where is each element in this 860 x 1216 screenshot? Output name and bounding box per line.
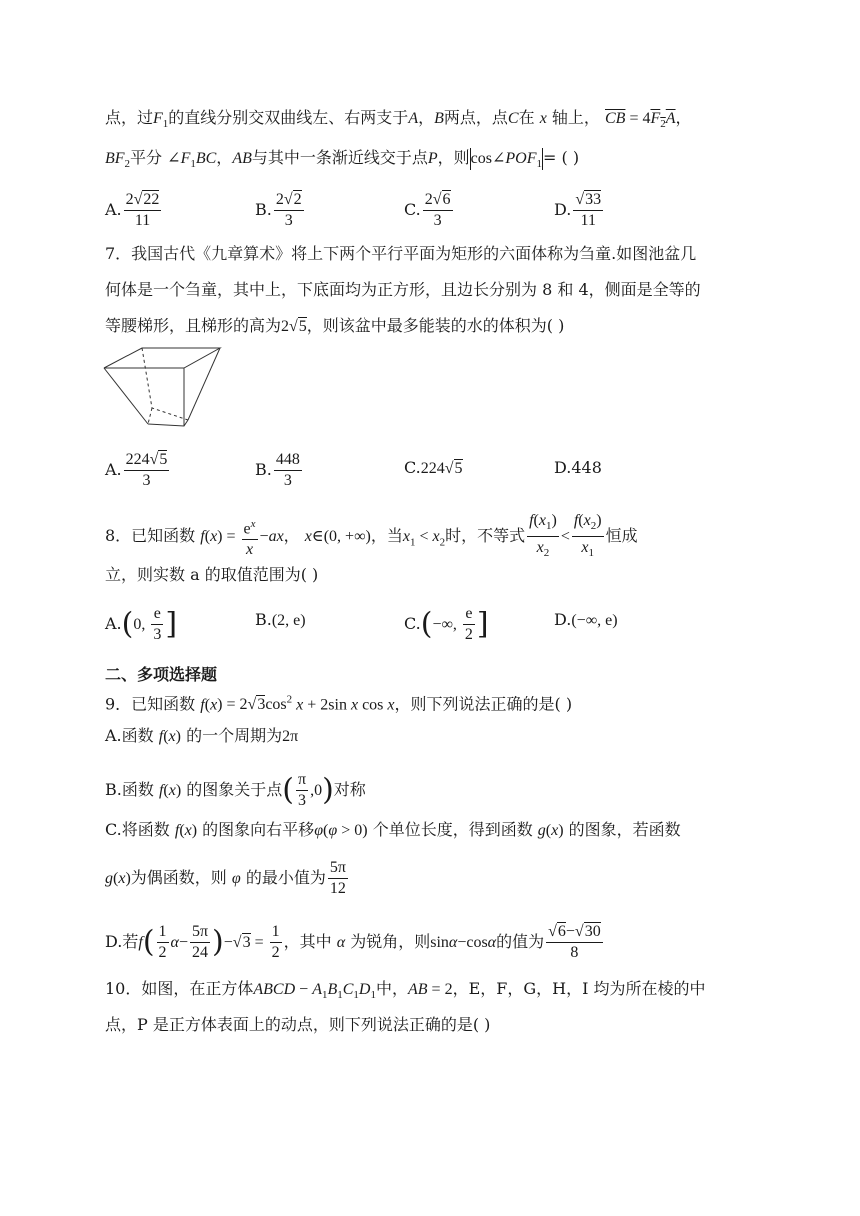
section-heading: 二、多项选择题 (105, 665, 218, 684)
q6-option-a[interactable]: A. $\frac{2√22}{11}$ (105, 191, 160, 229)
q8-option-d[interactable]: D.(−∞, e) (554, 610, 618, 629)
q9-option-c-cont: g(x)为偶函数，则 φ 的最小值为 $\frac{5\pi}{12}$ (105, 859, 346, 897)
q9-option-a[interactable]: A.函数 f(x) 的一个周期为2π (105, 726, 299, 745)
q9-option-c[interactable]: C.将函数 f(x) 的图象向右平移φ(φ > 0) 个单位长度，得到函数 g(x) 的图象，若函数 (105, 820, 681, 839)
q8-line-2: 立，则实数 a 的取值范围为( ) (105, 565, 319, 584)
q9-line-1: 9．已知函数 $f(x) = 2√3\cos^2$ x + 2sin x cos x，则下列说法正确的是( ) (105, 694, 573, 714)
q6-option-c[interactable]: C. $\frac{2√6}{3}$ (404, 191, 451, 229)
q9-option-b[interactable]: B.函数 f(x) 的图象关于点( $\frac{\pi}{3}$ ,0)对称 (105, 771, 366, 809)
q7-option-b[interactable]: B. $\frac{448}{3}$ (255, 451, 300, 489)
q9-option-d[interactable]: D.若f( $\frac{1}{2}$ α− $\frac{5\pi}{24}$ )−√3 = $\frac{1}{2}$ ，其中 α 为锐角，则sinα−cosα的值为 $\frac{√6-√30}{8}$ (105, 923, 601, 961)
q6-line-1: 点，过$F_1$的直线分别交双曲线左、右两支于A，B两点，点C在 x 轴上， $\overline{CB} = 4F_2A$， (105, 108, 692, 131)
q8-option-c[interactable]: C.(−∞, $\frac{e}{2}$ ] (404, 605, 489, 643)
basin-diagram (100, 346, 224, 432)
q10-line-2: 点，P 是正方体表面上的动点，则下列说法正确的是( ) (105, 1015, 491, 1034)
q7-option-c[interactable]: C.224√5 (404, 458, 463, 477)
q8-option-a[interactable]: A.(0, $\frac{e}{3}$ ] (105, 605, 178, 643)
q7-line-3: 等腰梯形，且梯形的高为2√5，则该盆中最多能装的水的体积为( ) (105, 316, 565, 335)
q7-line-1: 7．我国古代《九章算术》将上下两个平行平面为矩形的六面体称为刍童.如图池盆几 (105, 244, 697, 263)
q7-line-2: 何体是一个刍童，其中上，下底面均为正方形，且边长分别为 8 和 4，侧面是全等的 (105, 280, 701, 299)
q7-option-a[interactable]: A. $\frac{224√5}{3}$ (105, 451, 168, 489)
q10-line-1: 10．如图，在正方体ABCD − $A_1B_1C_1D_1$中，AB = 2，E，F，G，H，I 均为所在棱的中 (105, 979, 706, 1002)
q8-line-1: 8．已知函数 f(x) = $\frac{e^x}{x}$ −ax， x∈(0, +∞)，当$x_1 < x_2$时，不等式 $\frac{f(x_1)}{x_2}$ < $\frac{f(x_2)}{x_1}$ 恒成 (105, 512, 638, 560)
q6-option-d[interactable]: D. $\frac{√33}{11}$ (554, 191, 602, 229)
q6-option-b[interactable]: B. $\frac{2√2}{3}$ (255, 191, 302, 229)
q8-option-b[interactable]: B.(2, e) (255, 610, 306, 629)
q6-line-2: $BF_2$平分 $\angle F_1BC$，AB与其中一条渐近线交于点P，则$\cos\angle POF_1=$ ( ) (105, 148, 580, 171)
q7-option-d[interactable]: D.448 (554, 458, 602, 477)
